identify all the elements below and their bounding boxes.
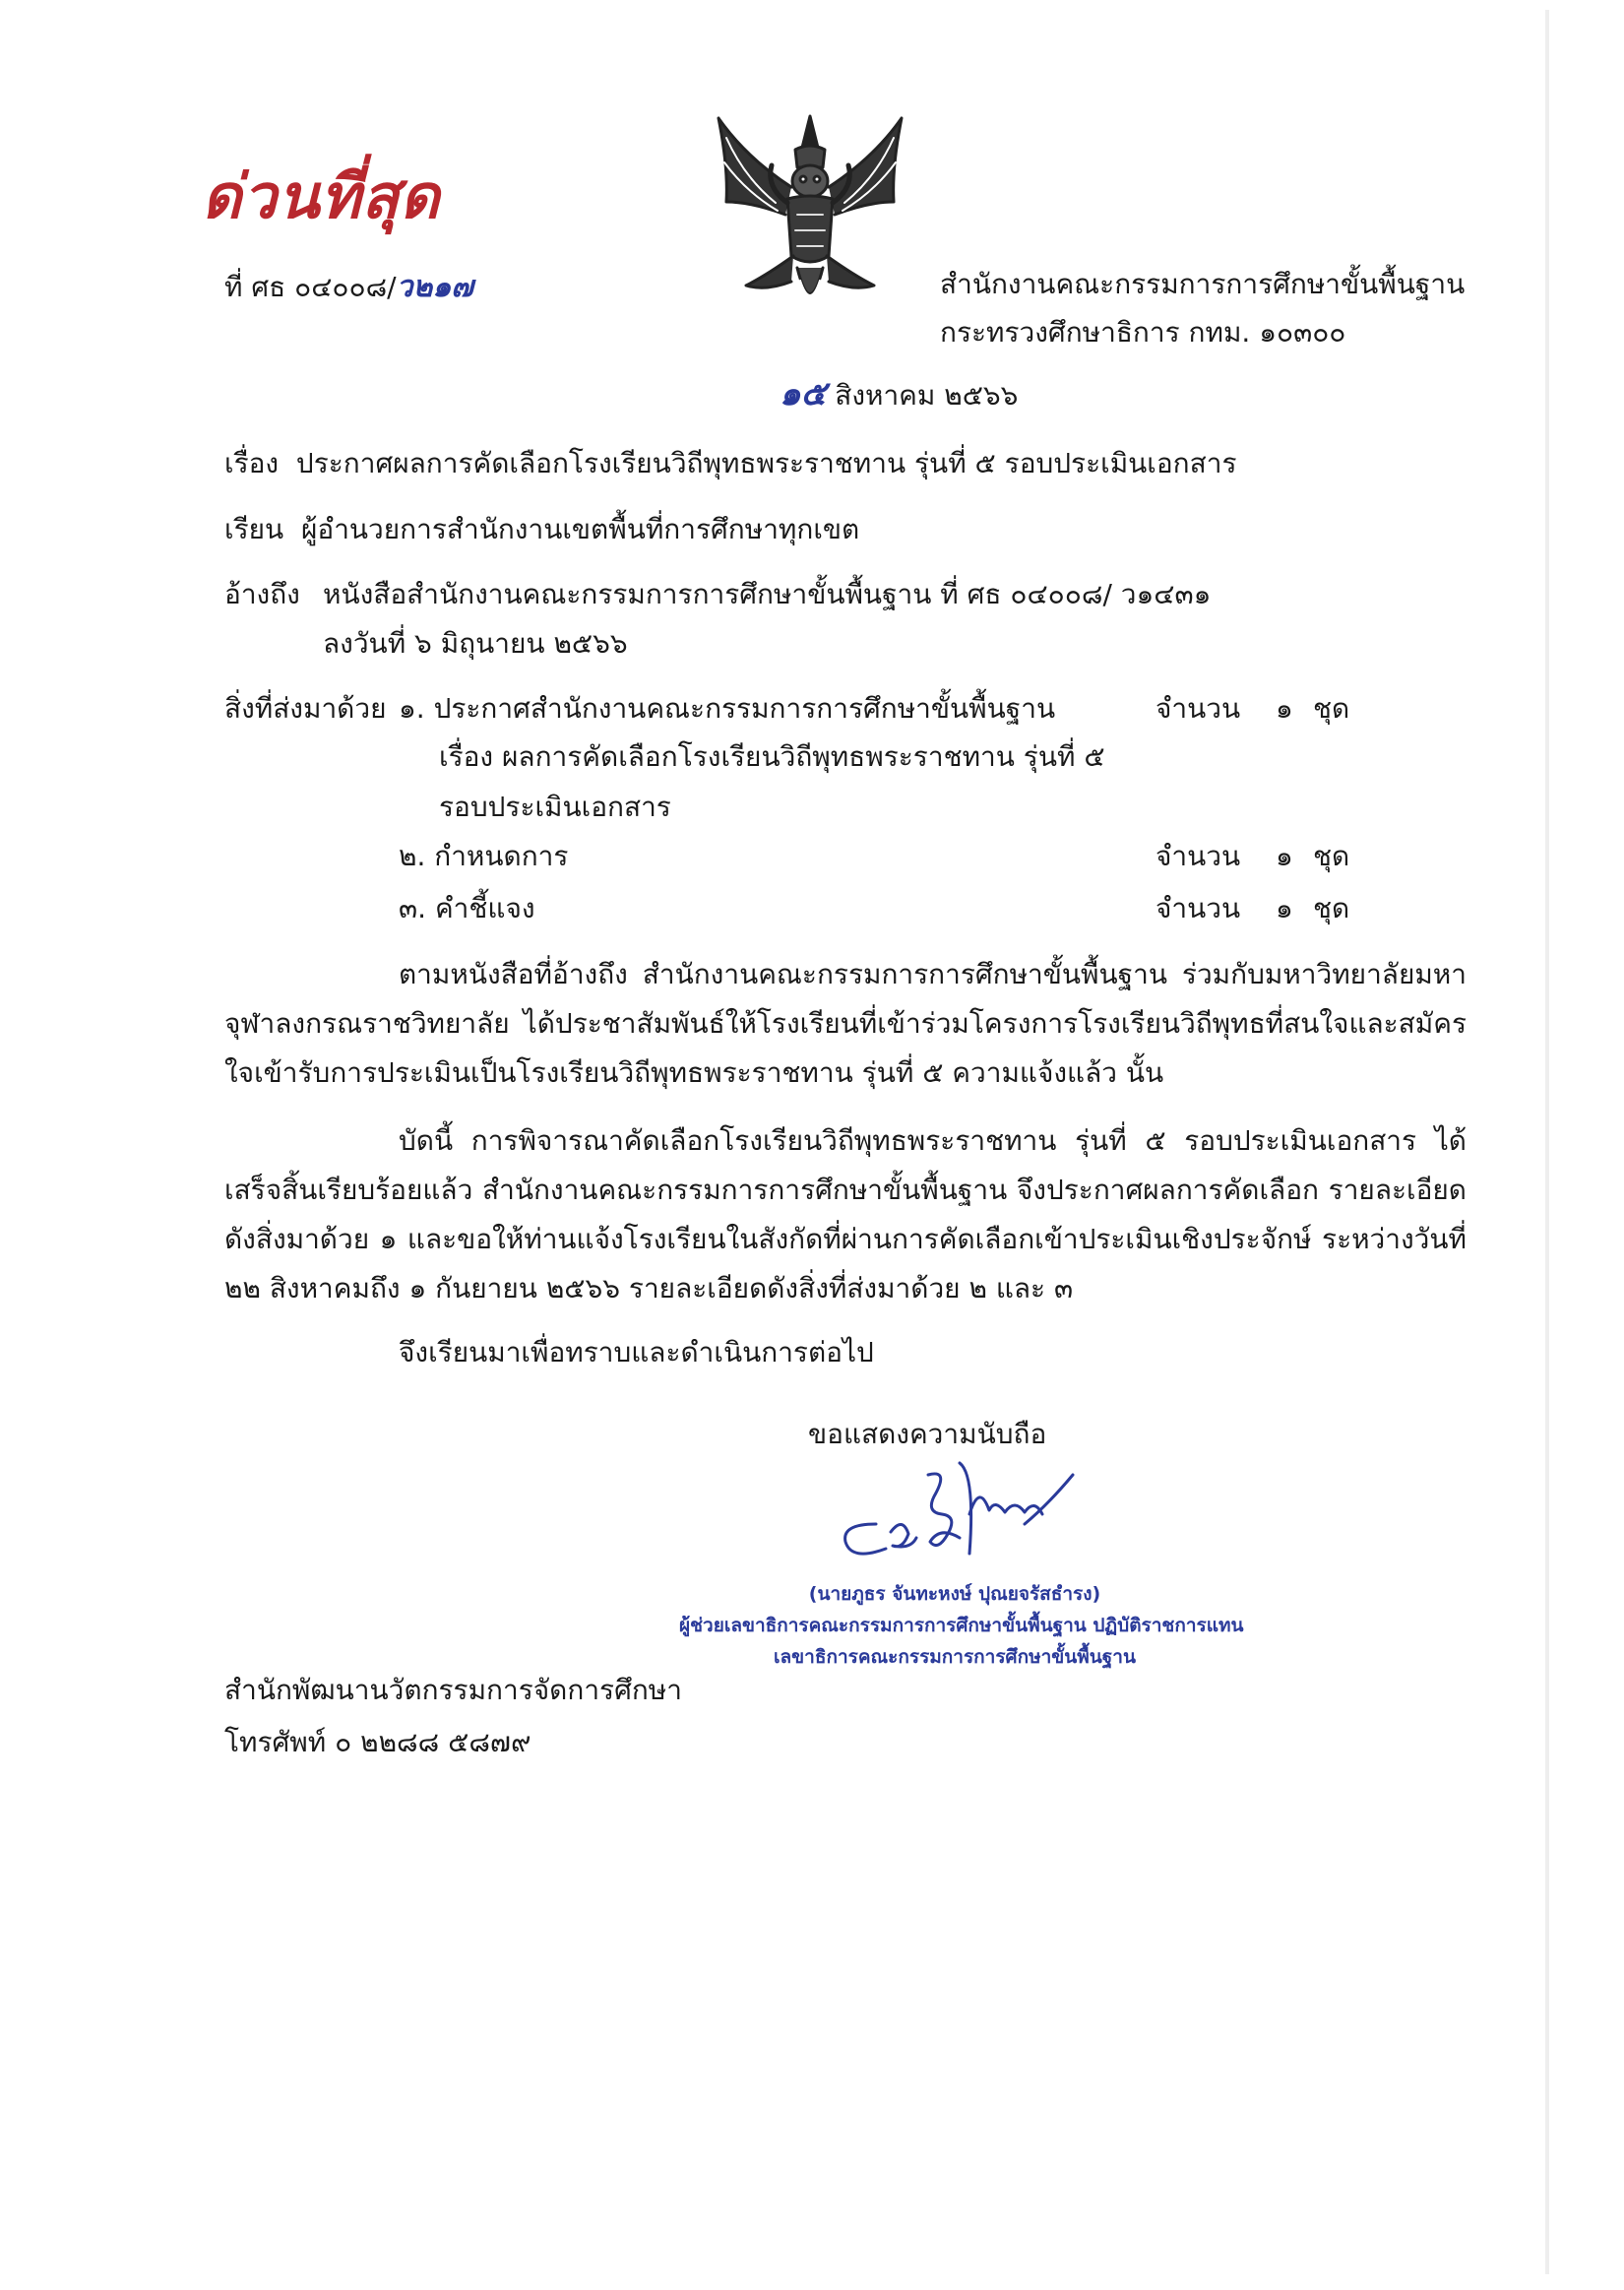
reference-label: อ้างถึง [224, 578, 300, 610]
office-name: สำนักงานคณะกรรมการการศึกษาขั้นพื้นฐาน [940, 268, 1466, 300]
enclosure-1-line-1: ๑. ประกาศสำนักงานคณะกรรมการการศึกษาขั้นพื้นฐาน [399, 692, 1056, 725]
reference-line-1: หนังสือสำนักงานคณะกรรมการการศึกษาขั้นพื้นฐาน ที่ ศธ ๐๔๐๐๘/ ว๑๔๓๑ [323, 578, 1212, 610]
enclosure-3-qty-label: จำนวน [1156, 892, 1241, 924]
subject-text: ประกาศผลการคัดเลือกโรงเรียนวิถีพุทธพระราชทาน รุ่นที่ ๕ รอบประเมินเอกสาร [295, 447, 1237, 479]
recipient-line [224, 510, 859, 549]
office-address: กระทรวงศึกษาธิการ กทม. ๑๐๓๐๐ [940, 316, 1346, 349]
footer-unit: สำนักพัฒนานวัตกรรมการจัดการศึกษา [224, 1674, 682, 1706]
garuda-emblem-icon [707, 108, 913, 330]
recipient-label: เรียน [224, 513, 284, 545]
enclosure-2-line-1: ๒. กำหนดการ [399, 840, 569, 872]
enclosure-1-line-3: รอบประเมินเอกสาร [439, 791, 671, 823]
signature-icon [832, 1455, 1078, 1568]
date-month-year: สิงหาคม ๒๕๖๖ [835, 379, 1019, 412]
document-number-handwritten: ว๒๑๗ [396, 270, 473, 304]
reference-line-2: ลงวันที่ ๖ มิถุนายน ๒๕๖๖ [323, 627, 628, 660]
signer-name: (นายภูธร จันทะหงษ์ ปุณยจรัสธำรง) [808, 1583, 1101, 1605]
enclosure-2-qty: ๑ [1276, 840, 1293, 872]
signer-position-line-2: เลขาธิการคณะกรรมการการศึกษาขั้นพื้นฐาน [774, 1646, 1136, 1668]
enclosures-label: สิ่งที่ส่งมาด้วย [224, 692, 387, 725]
enclosure-2-qty-label: จำนวน [1156, 840, 1241, 872]
footer-phone: โทรศัพท์ ๐ ๒๒๘๘ ๕๘๗๙ [224, 1726, 531, 1758]
recipient-text: ผู้อำนวยการสำนักงานเขตพื้นที่การศึกษาทุกเขต [300, 513, 860, 545]
signer-position-line-1: ผู้ช่วยเลขาธิการคณะกรรมการการศึกษาขั้นพื้นฐาน ปฏิบัติราชการแทน [679, 1615, 1244, 1636]
page-edge-shadow [1545, 10, 1549, 2274]
enclosure-1-qty: ๑ [1276, 692, 1293, 725]
enclosure-1-unit: ชุด [1313, 692, 1350, 725]
body-paragraph-3: จึงเรียนมาเพื่อทราบและดำเนินการต่อไป [399, 1336, 874, 1368]
enclosure-1-line-2: เรื่อง ผลการคัดเลือกโรงเรียนวิถีพุทธพระราชทาน รุ่นที่ ๕ [439, 740, 1105, 773]
date-day-handwritten: ๑๕ [780, 374, 827, 413]
document-number [224, 268, 473, 307]
closing-regards: ขอแสดงความนับถือ [808, 1418, 1047, 1450]
body-paragraph-1: ตามหนังสือที่อ้างถึง สำนักงานคณะกรรมการการศึกษาขั้นพื้นฐาน ร่วมกับมหาวิทยาลัยมหาจุฬาลงกรณราชวิทยาลัย ได้ประชาสัมพันธ์ให้โรงเรียนที่เข้าร่วมโครงการโรงเรียนวิถีพุทธที่สนใจและสมัครใจเข้ารับการประเมินเป็นโรงเรียนวิถีพุทธพระราชทาน รุ่นที่ ๕ ความแจ้งแล้ว นั้น [224, 958, 1467, 1089]
enclosure-3-qty: ๑ [1276, 892, 1293, 924]
enclosure-1-qty-label: จำนวน [1156, 692, 1241, 725]
document-date [780, 374, 1018, 415]
body-paragraph-2: บัดนี้ การพิจารณาคัดเลือกโรงเรียนวิถีพุทธพระราชทาน รุ่นที่ ๕ รอบประเมินเอกสาร ได้เสร็จสิ้นเรียบร้อยแล้ว สำนักงานคณะกรรมการการศึกษาขั้นพื้นฐาน จึงประกาศผลการคัดเลือก รายละเอียดดังสิ่งมาด้วย ๑ และขอให้ท่านแจ้งโรงเรียนในสังกัดที่ผ่านการคัดเลือกเข้าประเมินเชิงประจักษ์ ระหว่างวันที่ ๒๒ สิงหาคมถึง ๑ กันยายน ๒๕๖๖ รายละเอียดดังสิ่งที่ส่งมาด้วย ๒ และ ๓ [224, 1124, 1467, 1304]
enclosure-2-unit: ชุด [1313, 840, 1350, 872]
subject-line [224, 444, 1237, 483]
subject-label: เรื่อง [224, 447, 280, 479]
urgent-stamp: ด่วนที่สุด [202, 160, 441, 232]
enclosure-3-line-1: ๓. คำชี้แจง [399, 892, 535, 924]
document-number-prefix: ที่ ศธ ๐๔๐๐๘/ [224, 271, 397, 303]
enclosure-3-unit: ชุด [1313, 892, 1350, 924]
